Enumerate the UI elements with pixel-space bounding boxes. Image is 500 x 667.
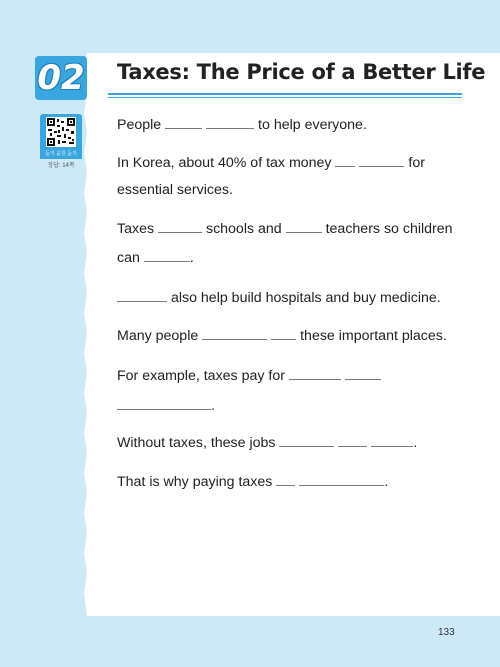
answer-blank[interactable] — [206, 127, 254, 129]
sentence-text: to help everyone. — [258, 117, 367, 133]
sentence-text: That is why paying taxes — [117, 474, 273, 490]
page-edge-zigzag — [84, 53, 94, 616]
sentence-text: . — [384, 474, 389, 490]
sentence-8 — [117, 473, 388, 491]
sentence-text: these important places. — [300, 328, 447, 344]
answer-blank[interactable] — [276, 484, 295, 486]
answer-blank[interactable] — [271, 338, 296, 340]
sentence-7 — [117, 434, 417, 452]
sentence-text: for — [408, 155, 425, 171]
qr-code-icon — [47, 118, 75, 146]
sentence-text: teachers so children — [325, 221, 453, 237]
answer-blank[interactable] — [165, 127, 202, 129]
sentence-text: For example, taxes pay for — [117, 368, 285, 384]
sentence-text: Many people — [117, 328, 199, 344]
answer-blank[interactable] — [299, 484, 384, 486]
answer-blank[interactable] — [117, 300, 167, 302]
qr-label: 듣기 음원 듣기 — [40, 150, 82, 159]
sentence-text: . — [211, 398, 215, 414]
answer-blank[interactable] — [289, 378, 341, 380]
sentence-6-cont — [117, 397, 215, 415]
answer-blank[interactable] — [202, 338, 267, 340]
answer-blank[interactable] — [158, 231, 202, 233]
title-underline — [108, 93, 462, 95]
page-title: Taxes: The Price of a Better Life — [117, 60, 486, 84]
sentence-5 — [117, 327, 447, 345]
answer-blank[interactable] — [144, 260, 190, 262]
lesson-number-badge — [35, 56, 87, 100]
sentence-text: In Korea, about 40% of tax money — [117, 155, 332, 171]
sentence-text: essential services. — [117, 182, 233, 198]
answer-blank[interactable] — [279, 445, 334, 447]
title-underline-thin — [108, 97, 462, 98]
sentence-4 — [117, 289, 441, 307]
sentence-text: Taxes — [117, 221, 155, 237]
sentence-2-cont — [117, 181, 233, 199]
sentence-text: schools and — [205, 221, 282, 237]
page-number: 133 — [438, 627, 455, 638]
sentence-text: can — [117, 250, 140, 266]
sentence-text: also help build hospitals and buy medicine. — [170, 290, 441, 306]
answer-blank[interactable] — [335, 165, 355, 167]
sentence-3-cont — [117, 249, 194, 267]
sentence-2 — [117, 154, 425, 172]
answer-blank[interactable] — [338, 445, 367, 447]
lesson-number: 02 — [37, 58, 85, 98]
answer-reference: 정답: 14쪽 — [47, 163, 75, 169]
sentence-text: . — [189, 250, 194, 266]
answer-blank[interactable] — [117, 408, 211, 410]
answer-blank[interactable] — [345, 378, 381, 380]
sentence-3 — [117, 220, 453, 238]
sentence-text: . — [413, 435, 418, 451]
sentence-text: Without taxes, these jobs — [117, 435, 276, 451]
sentence-1 — [117, 116, 367, 134]
qr-code[interactable] — [40, 114, 82, 152]
answer-blank[interactable] — [286, 231, 322, 233]
answer-blank[interactable] — [359, 165, 404, 167]
answer-blank[interactable] — [371, 445, 413, 447]
sentence-text: People — [117, 117, 162, 133]
sentence-6 — [117, 367, 381, 385]
